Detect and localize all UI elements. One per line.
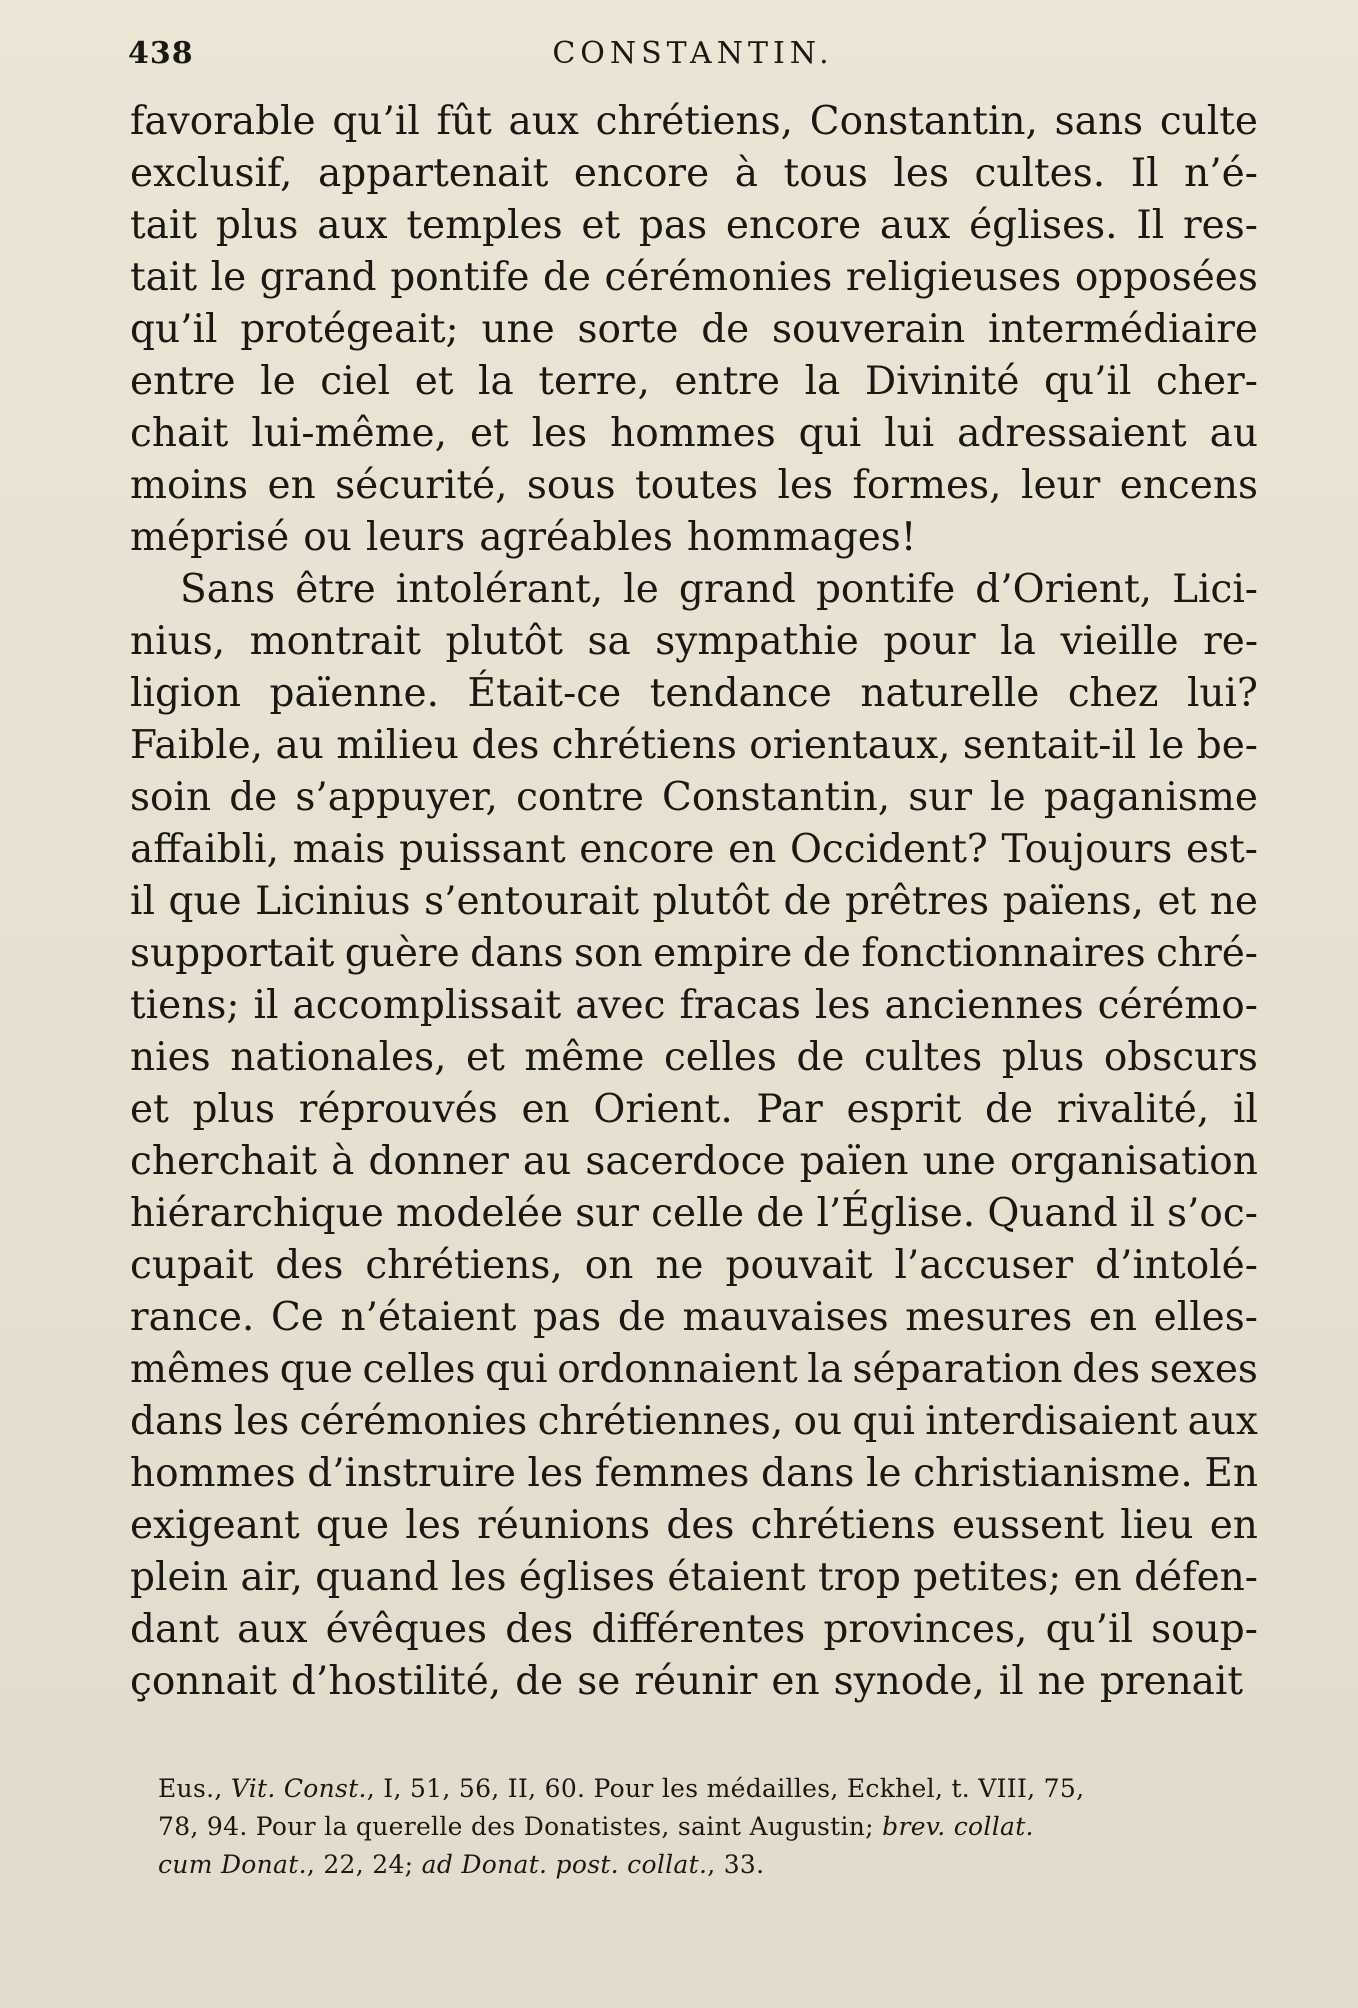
text-line: Faible, au milieu des chrétiens orientaux, sentait-il le be- <box>130 723 1258 768</box>
text-line: tait plus aux temples et pas encore aux églises. Il res- <box>130 203 1258 248</box>
footnote-line: 78, 94. Pour la querelle des Donatistes, saint Augustin; brev. collat. <box>158 1812 1034 1841</box>
footnote-line: Eus., Vit. Const., I, 51, 56, II, 60. Pour les médailles, Eckhel, t. VIII, 75, <box>158 1774 1085 1803</box>
footnotes <box>158 1770 1258 1884</box>
text-line: dans les cérémonies chrétiennes, ou qui interdisaient aux <box>130 1399 1258 1444</box>
text-line: entre le ciel et la terre, entre la Divinité qu’il cher- <box>130 359 1258 404</box>
running-title: CONSTANTIN. <box>552 36 834 71</box>
text-line: Sans être intolérant, le grand pontife d’Orient, Lici- <box>180 567 1258 612</box>
text-line: il que Licinius s’entourait plutôt de prêtres païens, et ne <box>130 879 1258 924</box>
text-line: rance. Ce n’étaient pas de mauvaises mesures en elles- <box>130 1295 1258 1340</box>
text-line: plein air, quand les églises étaient trop petites; en défen- <box>130 1555 1258 1600</box>
footnote-line: cum Donat., 22, 24; ad Donat. post. collat., 33. <box>158 1850 765 1879</box>
text-line: tait le grand pontife de cérémonies religieuses opposées <box>130 255 1258 300</box>
text-line: çonnait d’hostilité, de se réunir en synode, il ne prenait <box>130 1659 1244 1704</box>
text-line: favorable qu’il fût aux chrétiens, Constantin, sans culte <box>130 99 1258 144</box>
text-line: tiens; il accomplissait avec fracas les anciennes cérémo- <box>130 983 1258 1028</box>
text-line: cherchait à donner au sacerdoce païen une organisation <box>130 1139 1258 1184</box>
text-line: exclusif, appartenait encore à tous les cultes. Il n’é- <box>130 151 1258 196</box>
text-line: nius, montrait plutôt sa sympathie pour la vieille re- <box>130 619 1258 664</box>
text-line: dant aux évêques des différentes provinces, qu’il soup- <box>130 1607 1258 1652</box>
text-line: méprisé ou leurs agréables hommages! <box>130 515 917 560</box>
text-line: et plus réprouvés en Orient. Par esprit de rivalité, il <box>130 1087 1258 1132</box>
text-line: nies nationales, et même celles de cultes plus obscurs <box>130 1035 1258 1080</box>
page-number: 438 <box>128 36 194 71</box>
text-line: cupait des chrétiens, on ne pouvait l’accuser d’intolé- <box>130 1243 1258 1288</box>
text-line: affaibli, mais puissant encore en Occident? Toujours est- <box>130 827 1258 872</box>
text-line: soin de s’appuyer, contre Constantin, sur le paganisme <box>130 775 1258 820</box>
text-line: qu’il protégeait; une sorte de souverain intermédiaire <box>130 307 1258 352</box>
text-line: hiérarchique modelée sur celle de l’Église. Quand il s’oc- <box>130 1191 1258 1236</box>
text-line: supportait guère dans son empire de fonctionnaires chré- <box>130 931 1258 976</box>
text-line: ligion païenne. Était-ce tendance naturelle chez lui? <box>130 671 1258 716</box>
text-line: mêmes que celles qui ordonnaient la séparation des sexes <box>130 1347 1258 1392</box>
text-line: exigeant que les réunions des chrétiens eussent lieu en <box>130 1503 1258 1548</box>
text-line: hommes d’instruire les femmes dans le christianisme. En <box>130 1451 1258 1496</box>
text-line: chait lui-même, et les hommes qui lui adressaient au <box>130 411 1258 456</box>
running-head <box>128 30 1258 80</box>
body-text <box>130 96 1258 1708</box>
text-line: moins en sécurité, sous toutes les formes, leur encens <box>130 463 1258 508</box>
